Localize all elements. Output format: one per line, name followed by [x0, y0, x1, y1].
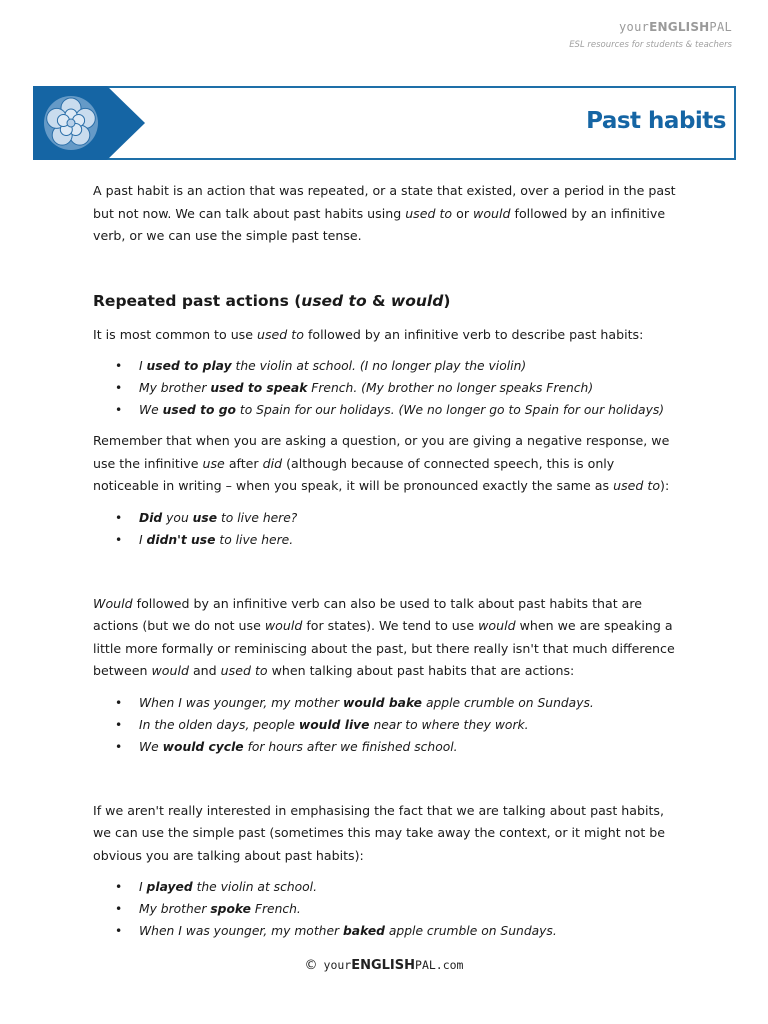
- s1p2-text-4: ):: [660, 478, 670, 493]
- s2-italic-1: Would: [93, 595, 133, 611]
- spacer: [93, 867, 683, 876]
- list-item: [93, 355, 683, 377]
- document-body: [93, 180, 683, 942]
- brand-wordmark: [569, 20, 732, 34]
- item-bold: used to speak: [210, 381, 308, 395]
- item-post: for hours after we finished school.: [243, 739, 458, 754]
- item-pre: I: [139, 532, 147, 547]
- intro-text-2: or: [452, 205, 474, 221]
- heading-text-1: Repeated past actions (: [93, 291, 302, 310]
- brand-tagline: ESL resources for students & teachers: [569, 40, 732, 50]
- question-negative-examples-list: [93, 507, 683, 551]
- s1p1-text-2: followed by an infinitive verb to describe past habits:: [303, 326, 644, 342]
- item-post: French. (My brother no longer speaks French): [307, 381, 594, 395]
- list-item: [93, 714, 683, 736]
- item-pre: My brother: [139, 902, 211, 916]
- s1p2-text-3: (although because of connected speech, this is only noticeable in writing – when you speak, it will be pronounced exactly the same as: [93, 455, 615, 493]
- s1p2-italic-1: use: [202, 455, 225, 471]
- brand-suffix: PAL: [709, 20, 732, 34]
- footer-suffix: PAL.com: [415, 958, 464, 972]
- spacer: [93, 498, 683, 507]
- footer-brand: [0, 958, 768, 973]
- s2-text-5: when talking about past habits that are actions:: [267, 663, 575, 678]
- s1p1-text-1: It is most common to use: [93, 326, 257, 342]
- spacer: [93, 421, 683, 430]
- spacer: [93, 551, 683, 593]
- item-bold: would bake: [342, 695, 423, 710]
- item-bold: spoke: [210, 902, 251, 916]
- spacer: [93, 758, 683, 800]
- s1p1-italic-1: used to: [257, 326, 304, 342]
- section1-paragraph-1: [93, 324, 683, 347]
- intro-italic-2: would: [473, 205, 511, 221]
- section1-paragraph-2: [93, 430, 683, 498]
- item-post: near to where they work.: [369, 717, 529, 732]
- item-post: the violin at school.: [192, 880, 318, 894]
- list-item: [93, 898, 683, 920]
- s2-text-4: and: [188, 663, 221, 678]
- simple-past-examples-list: [93, 876, 683, 942]
- item-post: apple crumble on Sundays.: [422, 695, 594, 710]
- item-post: apple crumble on Sundays.: [384, 924, 557, 938]
- section2-paragraph: [93, 593, 683, 683]
- item-bold: Did: [139, 510, 163, 525]
- footer: [0, 958, 768, 973]
- item-post: the violin at school. (I no longer play the violin): [231, 359, 527, 373]
- spacer: [93, 312, 683, 324]
- s2-text-2: for states). We tend to use: [302, 618, 479, 633]
- item-bold: would live: [298, 717, 370, 732]
- item-pre: I: [139, 359, 147, 373]
- item-post: to live here.: [215, 532, 294, 547]
- list-item: [93, 876, 683, 898]
- item-post: to Spain for our holidays. (We no longer go to Spain for our holidays): [236, 403, 665, 417]
- brand-prefix: your: [619, 20, 650, 34]
- s2-italic-2: would: [264, 618, 303, 633]
- item-post: French.: [250, 902, 301, 916]
- intro-text-3: followed by an infinitive verb, or we can use the simple past tense.: [93, 205, 666, 243]
- item-mid: you: [162, 510, 193, 525]
- list-item: [93, 399, 683, 421]
- s2-italic-4: would: [151, 663, 189, 678]
- brand-bold: ENGLISH: [649, 20, 710, 34]
- list-item: [93, 507, 683, 529]
- item-pre: We: [139, 403, 163, 417]
- spacer: [93, 683, 683, 692]
- brand-header: [569, 20, 732, 50]
- copyright-icon: ©: [304, 958, 318, 973]
- spacer: [93, 248, 683, 290]
- intro-paragraph: [93, 180, 683, 248]
- s2-text-3: when we are speaking a little more formally or reminiscing about the past, but there really isn't that much difference between: [93, 618, 675, 678]
- spacer: [93, 346, 683, 355]
- item-bold: used to play: [146, 359, 232, 373]
- heading-text-3: ): [443, 291, 451, 310]
- item-pre: My brother: [139, 381, 211, 395]
- footer-prefix: your: [323, 958, 352, 972]
- intro-italic-1: used to: [405, 205, 453, 221]
- would-examples-list: [93, 692, 683, 758]
- item-bold: used to go: [162, 403, 236, 417]
- heading-text-2: &: [366, 291, 391, 310]
- list-item: [93, 529, 683, 551]
- item-pre: When I was younger, my mother: [139, 695, 343, 710]
- s1p2-text-1: Remember that when you are asking a question, or you are giving a negative response, we use the infinitive: [93, 433, 670, 471]
- page-title: Past habits: [586, 108, 726, 134]
- title-banner: [33, 86, 736, 160]
- s2-italic-5: used to: [220, 663, 268, 678]
- list-item: [93, 692, 683, 714]
- used-to-examples-list: [93, 355, 683, 421]
- s2-text-1: followed by an infinitive verb can also be used to talk about past habits that are actions (but we do not use: [93, 595, 643, 633]
- item-pre: I: [139, 880, 147, 894]
- list-item: [93, 920, 683, 942]
- heading-italic-2: would: [390, 291, 444, 310]
- s1p2-text-2: after: [224, 455, 263, 471]
- item-pre: We: [139, 739, 163, 754]
- item-bold: use: [192, 510, 218, 525]
- heading-italic-1: used to: [301, 291, 367, 310]
- tudor-rose-icon: [33, 86, 145, 160]
- footer-bold: ENGLISH: [351, 958, 416, 973]
- list-item: [93, 736, 683, 758]
- section3-paragraph: If we aren't really interested in emphasising the fact that we are talking about past habits, we can use the simple past (sometimes this may take away the context, or it might not be obvious you are talking about past habits):: [93, 802, 666, 863]
- item-post: to live here?: [217, 510, 298, 525]
- s1p2-italic-3: used to: [613, 478, 661, 493]
- section-heading-repeated-actions: [93, 290, 683, 312]
- item-bold: played: [146, 880, 193, 894]
- item-bold: didn't use: [146, 532, 216, 547]
- s1p2-italic-2: did: [262, 455, 283, 471]
- item-bold: baked: [342, 924, 385, 938]
- list-item: [93, 377, 683, 399]
- s2-italic-3: would: [478, 618, 516, 633]
- intro-text-1: A past habit is an action that was repeated, or a state that existed, over a period in the past but not now. We can talk about past habits using: [93, 183, 676, 221]
- item-bold: would cycle: [162, 739, 244, 754]
- item-pre: In the olden days, people: [139, 717, 299, 732]
- item-pre: When I was younger, my mother: [139, 924, 343, 938]
